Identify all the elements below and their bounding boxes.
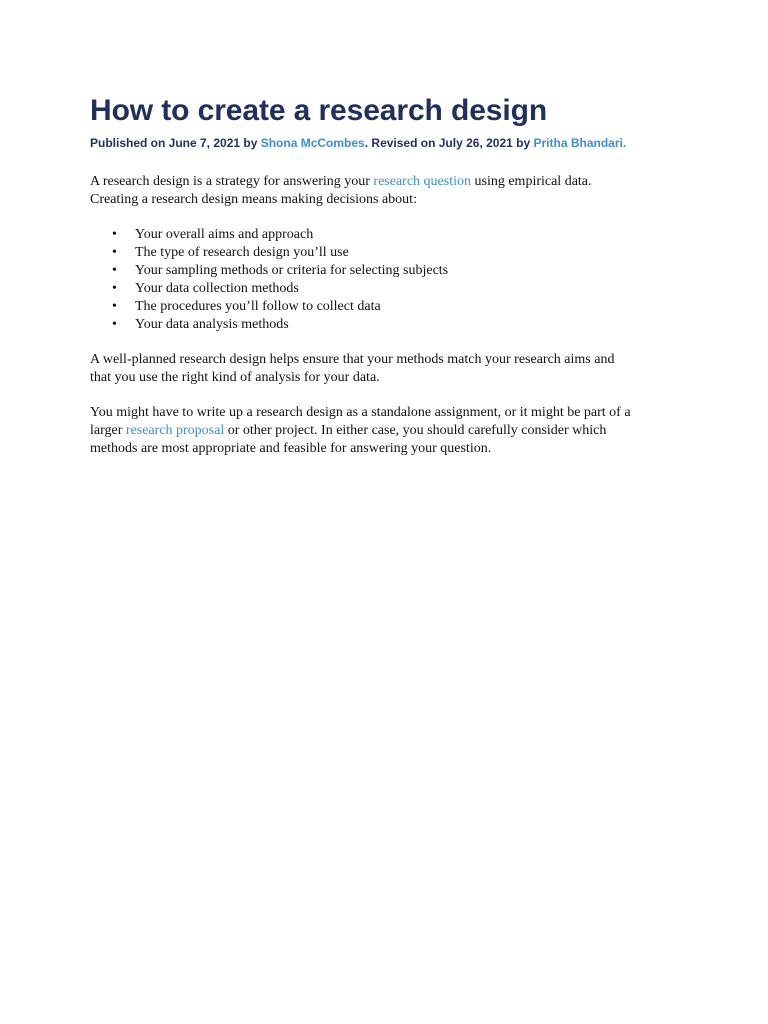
list-item-text: Your data analysis methods xyxy=(135,317,289,332)
para3-line-2-before: larger xyxy=(90,423,126,438)
list-item-text: Your overall aims and approach xyxy=(135,227,314,242)
standalone-assignment-paragraph xyxy=(90,404,678,458)
bullet-icon: • xyxy=(112,317,117,332)
research-design-benefits-paragraph xyxy=(90,351,678,387)
bullet-icon: • xyxy=(112,227,117,242)
list-item-text: Your data collection methods xyxy=(135,281,299,296)
bullet-icon: • xyxy=(112,281,117,296)
byline-end: . xyxy=(622,136,627,150)
intro-paragraph xyxy=(90,173,678,209)
byline xyxy=(90,135,678,151)
page-title: How to create a research design xyxy=(90,94,548,127)
bullet-icon: • xyxy=(112,245,117,260)
decisions-list xyxy=(90,226,678,334)
intro-line-2: Creating a research design means making decisions about: xyxy=(90,192,417,207)
list-item-text: The type of research design you’ll use xyxy=(135,245,349,260)
list-item xyxy=(90,262,678,280)
para2-line-1: A well-planned research design helps ensure that your methods match your research aims and xyxy=(90,352,615,367)
list-item xyxy=(90,226,678,244)
author-link-pritha-bhandari[interactable]: Pritha Bhandari xyxy=(533,136,623,150)
intro-text-after: using empirical data. xyxy=(471,174,592,189)
list-item xyxy=(90,316,678,334)
para3-line-1: You might have to write up a research design as a standalone assignment, or it might be part of a xyxy=(90,405,631,420)
research-question-link[interactable]: research question xyxy=(373,174,471,189)
research-proposal-link[interactable]: research proposal xyxy=(125,423,225,438)
para3-line-2-after: or other project. In either case, you should carefully consider which xyxy=(224,423,607,438)
bullet-icon: • xyxy=(112,299,117,314)
intro-text-before: A research design is a strategy for answering your xyxy=(90,174,374,189)
list-item xyxy=(90,298,678,316)
para2-line-2: that you use the right kind of analysis for your data. xyxy=(90,370,380,385)
list-item-text: The procedures you’ll follow to collect data xyxy=(135,299,381,314)
list-item-text: Your sampling methods or criteria for selecting subjects xyxy=(135,263,449,278)
bullet-icon: • xyxy=(112,263,117,278)
author-link-shona-mccombes[interactable]: Shona McCombes xyxy=(260,136,365,150)
para3-line-3: methods are most appropriate and feasible for answering your question. xyxy=(90,441,492,456)
published-date: Published on June 7, 2021 by xyxy=(90,136,261,150)
list-item xyxy=(90,280,678,298)
revised-date: . Revised on July 26, 2021 by xyxy=(364,136,534,150)
list-item xyxy=(90,244,678,262)
